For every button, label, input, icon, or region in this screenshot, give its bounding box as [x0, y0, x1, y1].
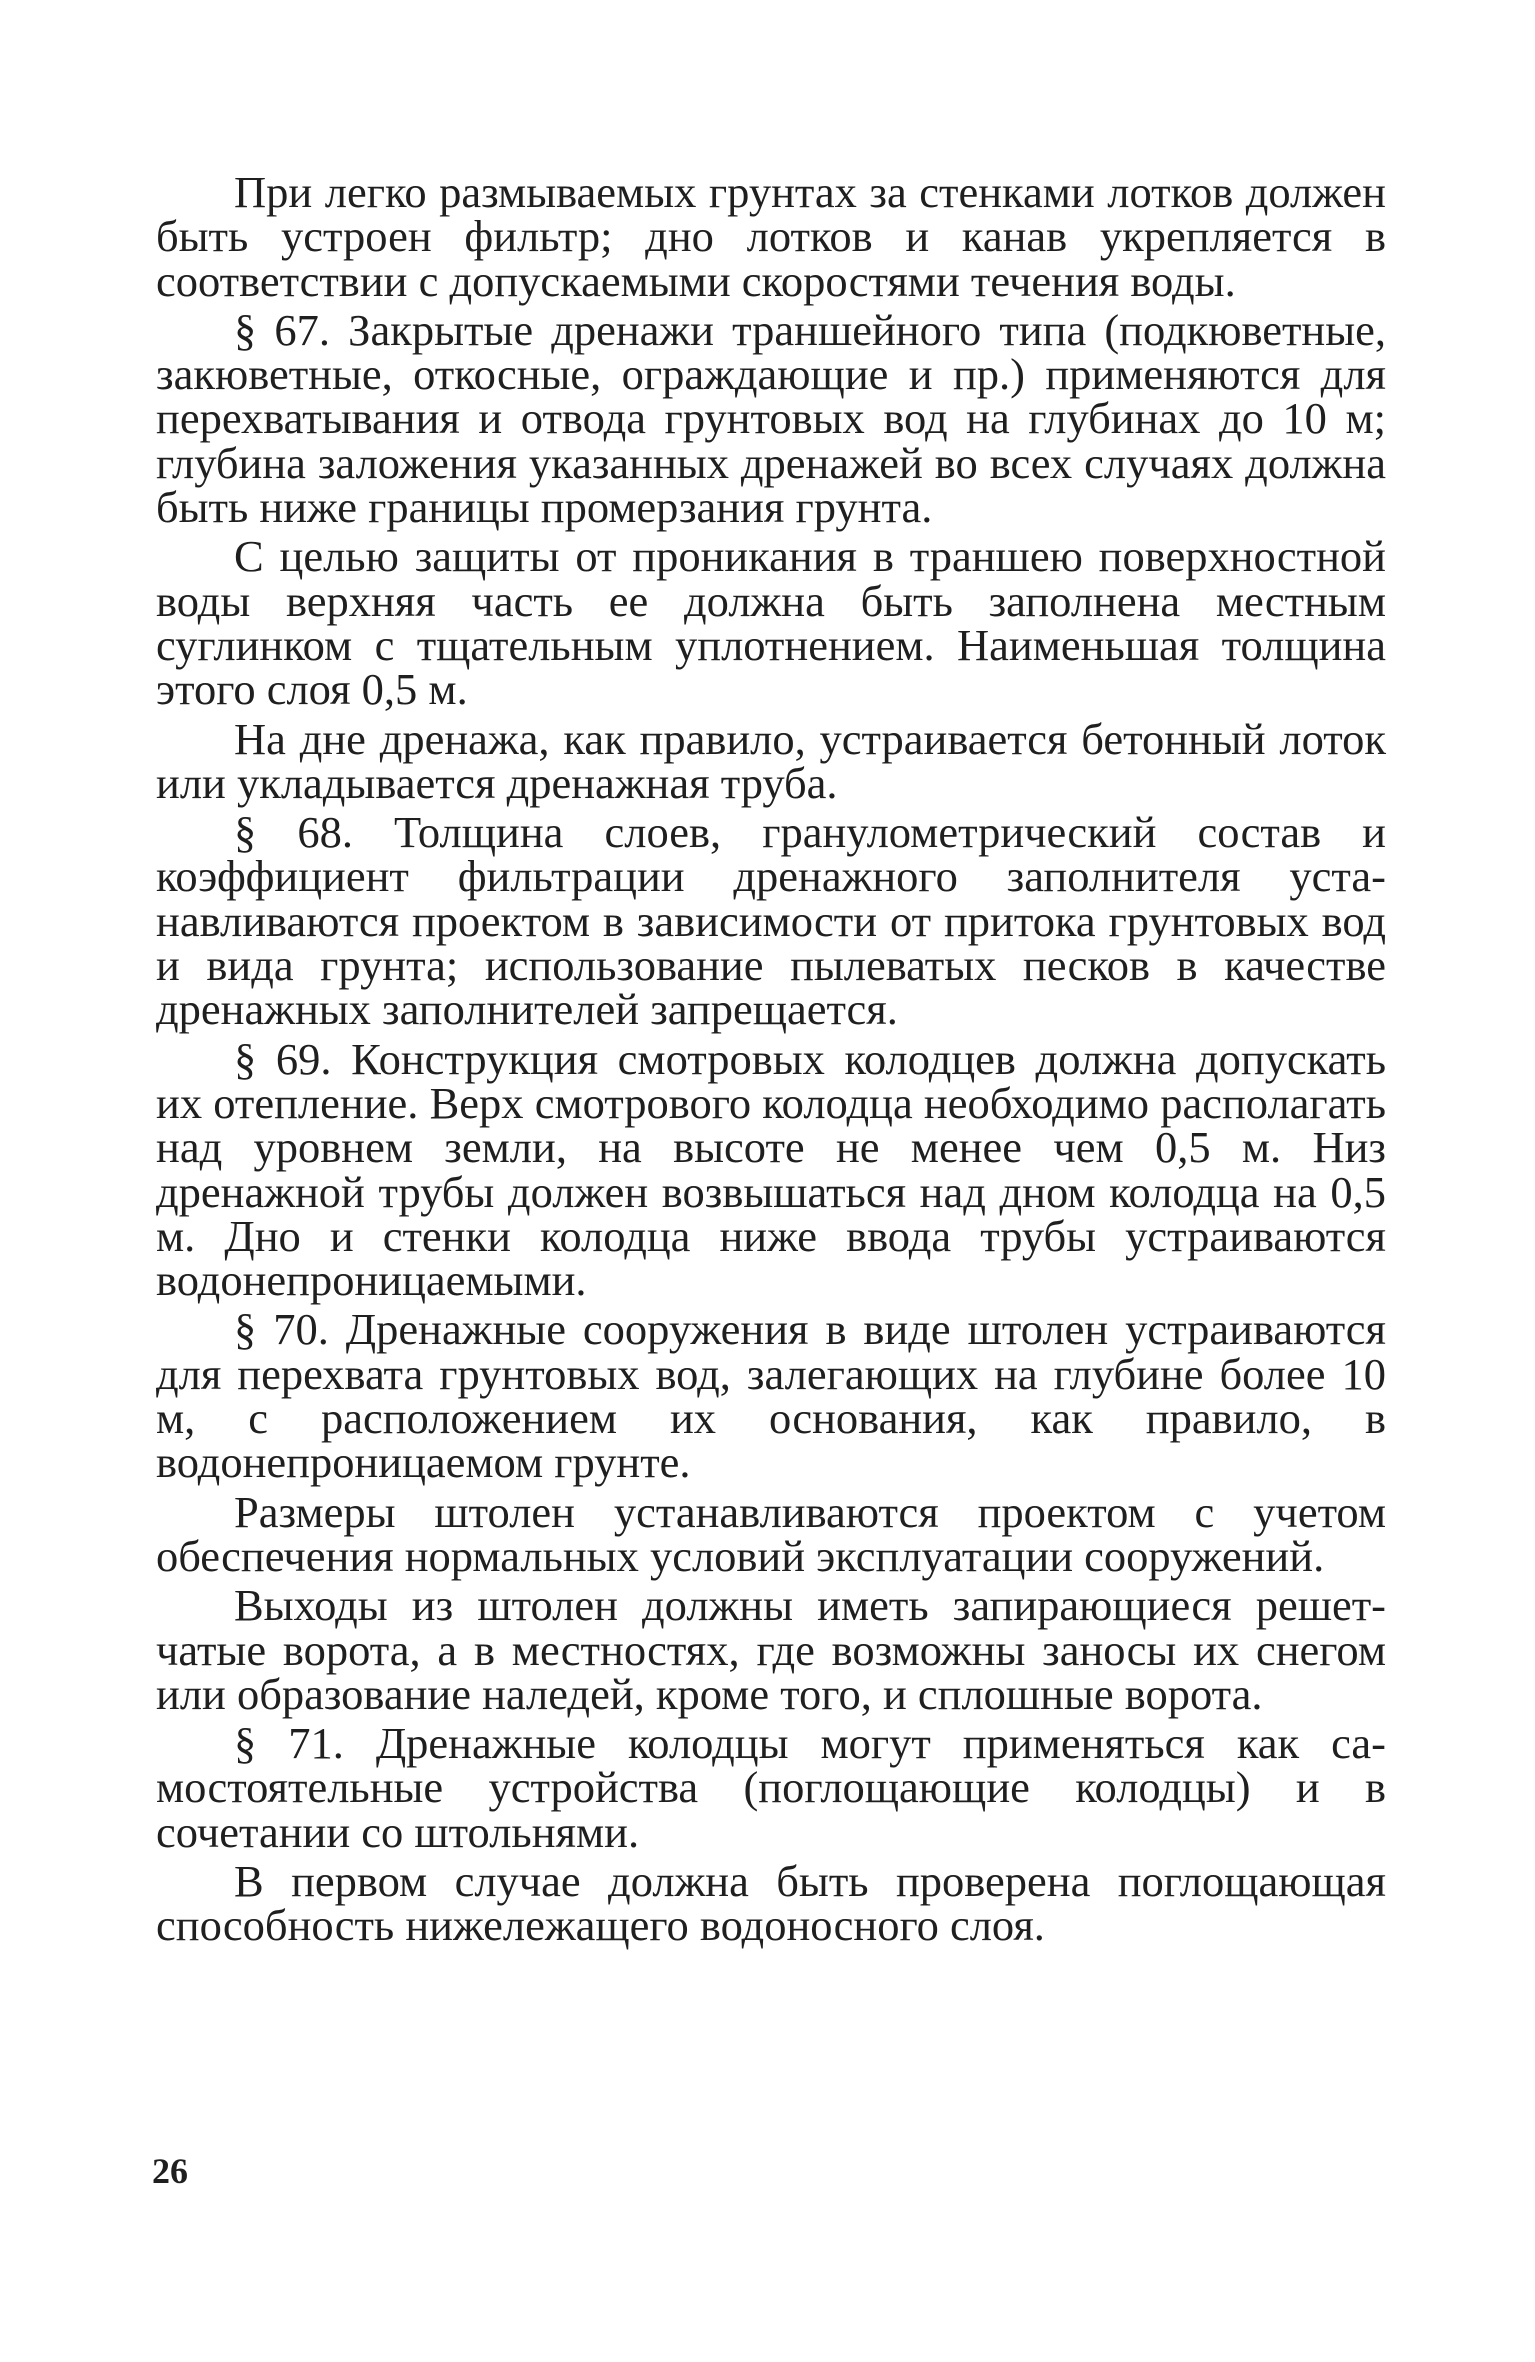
- paragraph-section-70: § 70. Дренажные сооружения в виде штолен устраиваются для перехвата грунтовых вод, залегающих на глубине более 10 м, с расположением их основания, как правило, в водонепроницаемом грунте.: [156, 1304, 1386, 1488]
- paragraph-section-71: § 71. Дренажные колодцы могут применяться как самостоятельные устройства (поглощающие колодцы) и в сочетании со штольнями.: [156, 1718, 1386, 1857]
- paragraph-drain-bottom: На дне дренажа, как правило, устраивается бетонный лоток или укладывается дренажная труба.: [156, 713, 1386, 808]
- paragraph-section-68: § 68. Толщина слоев, гранулометрический состав и коэффициент фильтрации дренажного заполнителя устанавливаются проектом в зависимости от притока грунтовых вод и вида грунта; использование пылеватых песков в качестве дренажных заполнителей запрещается.: [156, 807, 1386, 1035]
- paragraph-absorption-check: В первом случае должна быть проверена поглощающая способность нижележащего водоносного слоя.: [156, 1855, 1386, 1951]
- paragraph-section-69: § 69. Конструкция смотровых колодцев должна допускать их отепление. Верх смотрового колодца необходимо располагать над уровнем земли, на высоте не менее чем 0,5 м. Низ дренажной трубы должен возвышаться над дном колодца на 0,5 м. Дно и стенки колодца ниже ввода трубы устраиваются водонепроницаемыми.: [156, 1033, 1386, 1306]
- paragraph-adit-dimensions: Размеры штолен устанавливаются проектом с учетом обеспечения нормальных условий эксплуатации сооружений.: [156, 1486, 1386, 1581]
- page-number: 26: [152, 2151, 188, 2191]
- paragraph-filter: При легко размываемых грунтах за стенками лотков должен быть устроен фильтр; дно лотков и канав укрепляется в соответствии с допускаемыми скоростями течения воды.: [156, 167, 1386, 306]
- page-body: [156, 167, 1386, 1953]
- paragraph-adit-exits: Выходы из штолен должны иметь запирающиеся решетчатые ворота, а в местностях, где возможны заносы их снегом или образование наледей, кроме того, и сплошные ворота.: [156, 1580, 1386, 1719]
- paragraph-section-67: § 67. Закрытые дренажи траншейного типа (подкюветные, закюветные, откосные, ограждающие и пр.) применяются для перехватывания и отвода грунтовых вод на глубинах до 10 м; глубина заложения указанных дренажей во всех случаях должна быть ниже границы промерзания грунта.: [156, 304, 1386, 533]
- paragraph-surface-water-protection: С целью защиты от проникания в траншею поверхностной воды верхняя часть ее должна быть заполнена местным суглинком с тщательным уплотнением. Наименьшая толщина этого слоя 0,5 м.: [156, 531, 1386, 715]
